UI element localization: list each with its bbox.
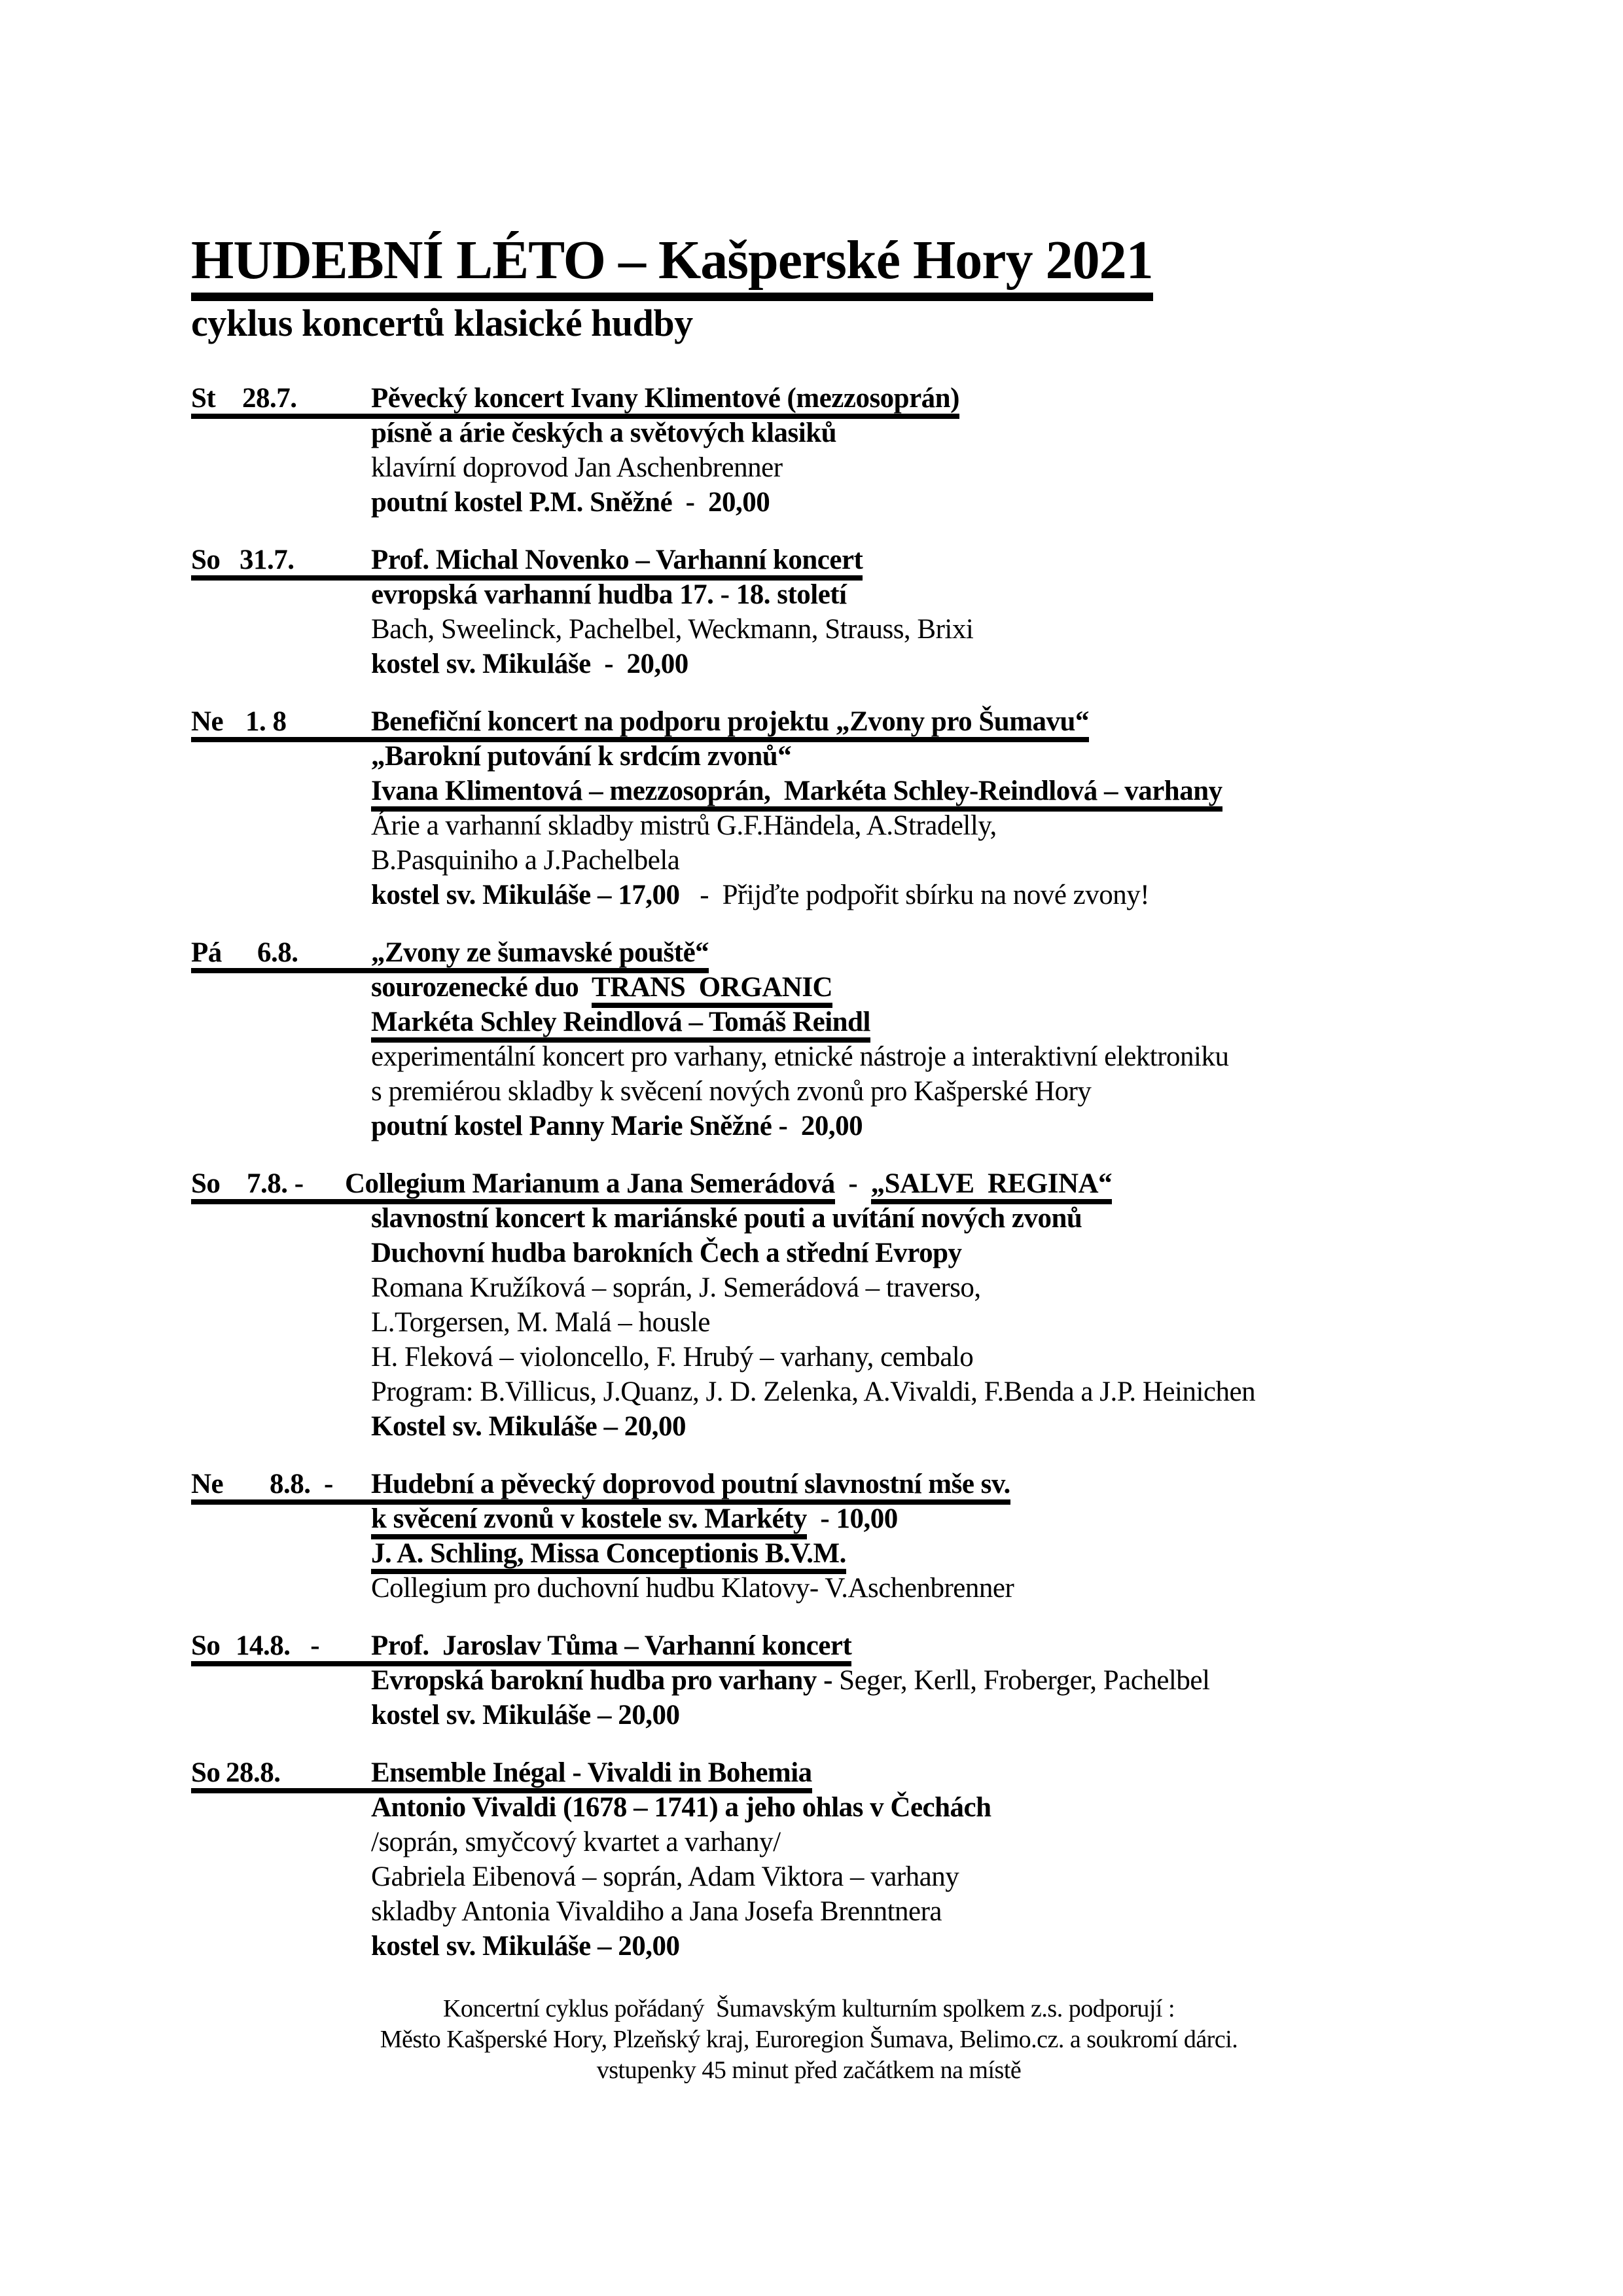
event-entry bbox=[191, 543, 1427, 681]
text-segment: Ivana Klimentová – mezzosoprán, Markéta Schley-Reindlová – varhany bbox=[371, 776, 1222, 812]
event-date: 28.7. bbox=[242, 383, 297, 414]
event-line bbox=[191, 1929, 1427, 1964]
event-heading bbox=[191, 704, 1427, 739]
event-line bbox=[191, 970, 1427, 1005]
event-title: Pěvecký koncert Ivany Klimentové (mezzosoprán) bbox=[371, 383, 959, 414]
text-segment: poutní kostel P.M. Sněžné - 20,00 bbox=[371, 487, 770, 518]
event-title: Ensemble Inégal - Vivaldi in Bohemia bbox=[371, 1757, 812, 1788]
page-subtitle: cyklus koncertů klasické hudby bbox=[191, 302, 693, 344]
event-entry bbox=[191, 1467, 1427, 1605]
footer-line: Město Kašperské Hory, Plzeňský kraj, Euroregion Šumava, Belimo.cz. a soukromí dárci. bbox=[380, 2026, 1238, 2053]
event-date: 6.8. bbox=[257, 937, 298, 968]
event-heading-underlined bbox=[191, 1469, 1010, 1505]
event-heading-underlined bbox=[191, 937, 709, 973]
text-segment: Duchovní hudba barokních Čech a střední Evropy bbox=[371, 1238, 962, 1268]
event-date: 14.8. - bbox=[236, 1630, 320, 1661]
event-line bbox=[191, 1305, 1427, 1340]
text-segment: s premiérou skladby k svěcení nových zvonů pro Kašperské Hory bbox=[371, 1076, 1092, 1107]
event-line bbox=[191, 1201, 1427, 1236]
event-entry bbox=[191, 704, 1427, 912]
event-heading-underlined bbox=[191, 706, 1089, 742]
text-segment: Árie a varhanní skladby mistrů G.F.Händela, A.Stradelly, bbox=[371, 810, 997, 841]
event-title: Prof. Jaroslav Tůma – Varhanní koncert bbox=[371, 1630, 852, 1661]
event-line bbox=[191, 450, 1427, 485]
event-line bbox=[191, 1790, 1427, 1825]
event-line bbox=[191, 1340, 1427, 1374]
event-line bbox=[191, 485, 1427, 520]
event-line bbox=[191, 1894, 1427, 1929]
event-title: Hudební a pěvecký doprovod poutní slavnostní mše sv. bbox=[371, 1469, 1010, 1499]
event-date: 8.8. - bbox=[270, 1469, 333, 1499]
event-line bbox=[191, 878, 1427, 912]
event-line bbox=[191, 1859, 1427, 1894]
event-line bbox=[191, 1236, 1427, 1270]
event-line bbox=[191, 1409, 1427, 1444]
text-segment: Evropská barokní hudba pro varhany - bbox=[371, 1665, 840, 1696]
text-segment: k svěcení zvonů v kostele sv. Markéty bbox=[371, 1503, 807, 1539]
event-entry bbox=[191, 1755, 1427, 1964]
event-heading-underlined bbox=[191, 1757, 812, 1793]
text-segment: kostel sv. Mikuláše – 17,00 bbox=[371, 880, 680, 910]
footer-line: vstupenky 45 minut před začátkem na místě bbox=[596, 2056, 1022, 2084]
event-line bbox=[191, 1270, 1427, 1305]
event-date: 28.8. bbox=[226, 1757, 281, 1788]
event-entry bbox=[191, 935, 1427, 1143]
footer-line: Koncertní cyklus pořádaný Šumavským kulturním spolkem z.s. podporují : bbox=[442, 1995, 1175, 2022]
page-title bbox=[191, 230, 1427, 291]
event-line bbox=[191, 1109, 1427, 1143]
event-title: - bbox=[834, 1168, 871, 1199]
event-line bbox=[191, 808, 1427, 843]
text-segment: /soprán, smyčcový kvartet a varhany/ bbox=[371, 1827, 781, 1857]
event-date: 1. 8 bbox=[245, 706, 287, 737]
text-segment: Seger, Kerll, Froberger, Pachelbel bbox=[839, 1665, 1210, 1696]
event-line bbox=[191, 577, 1427, 612]
event-day: Pá bbox=[191, 937, 222, 968]
text-segment: B.Pasquiniho a J.Pachelbela bbox=[371, 845, 680, 876]
event-line bbox=[191, 1536, 1427, 1571]
text-segment: Program: B.Villicus, J.Quanz, J. D. Zelenka, A.Vivaldi, F.Benda a J.P. Heinichen bbox=[371, 1376, 1256, 1407]
text-segment: TRANS ORGANIC bbox=[592, 972, 832, 1008]
page-title-text: HUDEBNÍ LÉTO – Kašperské Hory 2021 bbox=[191, 230, 1153, 301]
event-line bbox=[191, 774, 1427, 808]
text-segment: Kostel sv. Mikuláše – 20,00 bbox=[371, 1411, 687, 1442]
event-entry bbox=[191, 1628, 1427, 1732]
event-title: Prof. Michal Novenko – Varhanní koncert bbox=[371, 545, 863, 575]
text-segment: Romana Kružíková – soprán, J. Semerádová – traverso, bbox=[371, 1272, 981, 1303]
footer bbox=[191, 1994, 1427, 2086]
event-date: 7.8. - bbox=[247, 1168, 304, 1199]
event-line bbox=[191, 612, 1427, 647]
event-day: St bbox=[191, 383, 216, 414]
event-heading-underlined bbox=[191, 545, 863, 581]
event-line bbox=[191, 416, 1427, 450]
text-segment: H. Fleková – violoncello, F. Hrubý – varhany, cembalo bbox=[371, 1342, 974, 1372]
event-title: Benefiční koncert na podporu projektu „Zvony pro Šumavu“ bbox=[371, 706, 1089, 737]
event-heading bbox=[191, 935, 1427, 970]
event-line bbox=[191, 843, 1427, 878]
event-day: So bbox=[191, 1630, 221, 1661]
event-heading bbox=[191, 543, 1427, 577]
text-segment: evropská varhanní hudba 17. - 18. století bbox=[371, 579, 847, 610]
event-heading bbox=[191, 381, 1427, 416]
event-line bbox=[191, 1005, 1427, 1039]
text-segment: Markéta Schley Reindlová – Tomáš Reindl bbox=[371, 1007, 870, 1043]
event-line bbox=[191, 1074, 1427, 1109]
event-line bbox=[191, 1501, 1427, 1536]
event-heading bbox=[191, 1755, 1427, 1790]
event-title: Collegium Marianum a Jana Semerádová bbox=[345, 1168, 835, 1199]
text-segment: - 10,00 bbox=[806, 1503, 898, 1534]
text-segment: sourozenecké duo bbox=[371, 972, 592, 1003]
text-segment: slavnostní koncert k mariánské pouti a uvítání nových zvonů bbox=[371, 1203, 1082, 1234]
text-segment: J. A. Schling, Missa Conceptionis B.V.M. bbox=[371, 1538, 846, 1574]
event-heading-underlined bbox=[191, 1168, 835, 1204]
event-heading bbox=[191, 1628, 1427, 1663]
event-heading-underlined bbox=[191, 1630, 851, 1666]
event-line bbox=[191, 647, 1427, 681]
text-segment: - Přijďte podpořit sbírku na nové zvony! bbox=[679, 880, 1150, 910]
event-day: So bbox=[191, 1168, 221, 1199]
event-line bbox=[191, 1698, 1427, 1732]
event-day: So bbox=[191, 545, 221, 575]
event-day: Ne bbox=[191, 1469, 224, 1499]
text-segment: L.Torgersen, M. Malá – housle bbox=[371, 1307, 710, 1338]
text-segment: klavírní doprovod Jan Aschenbrenner bbox=[371, 452, 783, 483]
event-title: „Zvony ze šumavské pouště“ bbox=[371, 937, 709, 968]
event-date: 31.7. bbox=[240, 545, 294, 575]
text-segment: Antonio Vivaldi (1678 – 1741) a jeho ohlas v Čechách bbox=[371, 1792, 991, 1823]
event-line bbox=[191, 739, 1427, 774]
event-day: Ne bbox=[191, 706, 224, 737]
text-segment: experimentální koncert pro varhany, etnické nástroje a interaktivní elektroniku bbox=[371, 1041, 1229, 1072]
event-heading bbox=[191, 1467, 1427, 1501]
text-segment: poutní kostel Panny Marie Sněžné - 20,00 bbox=[371, 1111, 863, 1141]
event-line bbox=[191, 1571, 1427, 1605]
text-segment: Bach, Sweelinck, Pachelbel, Weckmann, Strauss, Brixi bbox=[371, 614, 974, 645]
event-heading bbox=[191, 1166, 1427, 1201]
event-line bbox=[191, 1374, 1427, 1409]
event-line bbox=[191, 1039, 1427, 1074]
event-entry bbox=[191, 1166, 1427, 1444]
event-title: „SALVE REGINA“ bbox=[871, 1168, 1112, 1204]
text-segment: písně a árie českých a světových klasiků bbox=[371, 418, 837, 448]
event-day: So bbox=[191, 1757, 221, 1788]
event-line bbox=[191, 1663, 1427, 1698]
event-entry bbox=[191, 381, 1427, 520]
text-segment: skladby Antonia Vivaldiho a Jana Josefa Brenntnera bbox=[371, 1896, 942, 1927]
text-segment: Gabriela Eibenová – soprán, Adam Viktora – varhany bbox=[371, 1861, 959, 1892]
event-line bbox=[191, 1825, 1427, 1859]
text-segment: kostel sv. Mikuláše – 20,00 bbox=[371, 1700, 680, 1731]
event-list bbox=[191, 381, 1427, 1964]
event-heading-underlined bbox=[191, 383, 959, 419]
text-segment: Collegium pro duchovní hudbu Klatovy- V.Aschenbrenner bbox=[371, 1573, 1014, 1604]
text-segment: „Barokní putování k srdcím zvonů“ bbox=[371, 741, 792, 772]
text-segment: kostel sv. Mikuláše – 20,00 bbox=[371, 1931, 680, 1962]
text-segment: kostel sv. Mikuláše - 20,00 bbox=[371, 649, 688, 679]
